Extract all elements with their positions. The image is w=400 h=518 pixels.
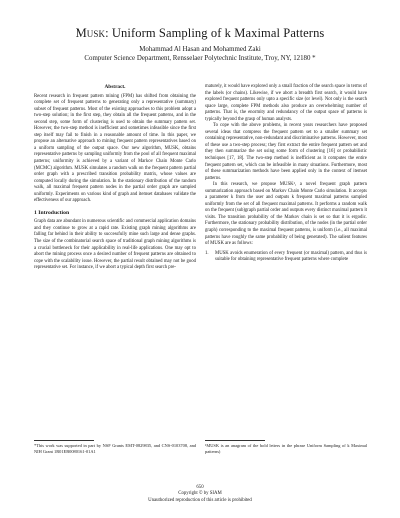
list-text: MUSK avoids enumeration of every frequent (or maximal) pattern, and thus is suitable for obtaining representative frequent patterns where complete [215,250,367,263]
page-footer [0,485,400,504]
intro-paragraph-4: In this research, we propose MUSK¹, a novel frequent graph pattern summarization approach based on Markov Chain Monte Carlo simulation. It accepts a parameter k from the user and outputs k frequent maximal patterns sampled uniformly from the set of all frequent maximal patterns. It performs a random walk on the frequent (sub)graph partial order and outputs every distinct maximal pattern it visits. The transition probability of the Markov chain is set so that it is ergodic. Furthermore, the stationary probability distribution, of the nodes (in the partial order graph) corresponding to the maximal frequent patterns, is uniform (i.e., all maximal patterns have roughly the same probability of being generated). The salient features of MUSK are as follows: [205,182,367,247]
page-number: 650 [196,485,204,490]
intro-paragraph-3: To cope with the above problems, in recent years researchers have proposed several ideas that compress the frequent pattern set to a smaller summary set containing representative, non-redundant and discriminative patterns. However, most of these use a two-step process; they first extract the entire frequent pattern set and they then summarize the set using some form of clustering [16] or probabilistic techniques [17, 18]. The two-step method is inefficient as it computes the entire frequent pattern set, which can be infeasible in many situations. Furthermore, most of these summarization methods have been applied only in the context of itemset patterns. [205,123,367,181]
footnote-rule-right [205,440,265,441]
title-prefix: Musk [75,26,106,40]
reproduction-notice: Unauthorized reproduction of this article is prohibited [148,497,252,503]
intro-paragraph-1: Graph data are abundant in numerous scientific and commercial application domains and they continue to grow at a rapid rate. Existing graph mining algorithms are falling far behind in their ability to successfully mine such large and dense graphs. The size of the combinatorial search space of traditional graph mining algorithms is a crucial bottleneck for their applicability in real-life applications. One may opt to abort the mining process once a desired number of frequent patterns are obtained to cope with the scalability issue. However, the partial result obtained may not be good representative set. For instance, if we abort a typical depth first search pre- [34,219,196,271]
abstract-text: Recent research in frequent pattern mining (FPM) has shifted from obtaining the complete set of frequent patterns to generating only a representative (summary) subset of frequent patterns. Most of the existing approaches to this problem adopt a two-step solution; in the first step, they obtain all the frequent patterns, and in the second step, some form of clustering is used to obtain the summary pattern set. However, the two-step method is inefficient and sometimes infeasible since the first step itself may fail to finish in a reasonable amount of time. In this paper, we propose an alternative approach to mining frequent pattern representatives based on a uniform sampling of the output space. Our new algorithm, MUSK, obtains representative patterns by sampling uniformly from the pool of all frequent maximal patterns; uniformity is achieved by a variant of Markov Chain Monte Carlo (MCMC) algorithm. MUSK simulates a random walk on the frequent pattern partial order graph with a prescribed transition probability matrix, whose values are computed locally during the simulation. In the stationary distribution of the random walk, all maximal frequent pattern nodes in the partial order graph are sampled uniformly. Experiments on various kind of graph and itemset databases validate the effectiveness of our approach. [34,93,196,204]
copyright-line: Copyright © by SIAM [178,491,222,497]
section-heading-introduction: 1 Introduction [34,209,70,216]
author-affiliation: Computer Science Department, Rensselaer Polytechnic Institute, Troy, NY, 12180 * [84,55,316,62]
abstract-heading: Abstract. [104,84,126,90]
author-block [0,45,400,63]
right-column [205,84,367,264]
paper-title [0,26,400,41]
left-column [34,84,196,272]
footnote-right: ¹MUSK is an anagram of the bold letters in the phrase Uniform Sampling of k Maximal patterns) [205,443,367,454]
title-rest: : Uniform Sampling of k Maximal Patterns [105,26,325,40]
footnote-rule-left [34,440,94,441]
footnote-left: *This work was supported in part by NSF Grants EMT-0829835, and CNS-0103708, and NIH Grant 1R01EB0080161-01A1 [34,443,196,454]
list-number: 1. [205,250,209,256]
author-names: Mohammad Al Hasan and Mohammed Zaki [139,46,261,53]
list-item [205,251,367,264]
intro-paragraph-2: maturely, it would have explored only a small fraction of the search space in terms of the labels (or chains). Likewise, if we abort a breadth first search, it would have explored frequent patterns only upto a specific size (or level). Not only is the search space large, complete FPM methods also produce an overwhelming number of patterns. That is, the enormity and redundancy of the output space of patterns is typically beyond the grasp of human analysts. [205,84,367,122]
